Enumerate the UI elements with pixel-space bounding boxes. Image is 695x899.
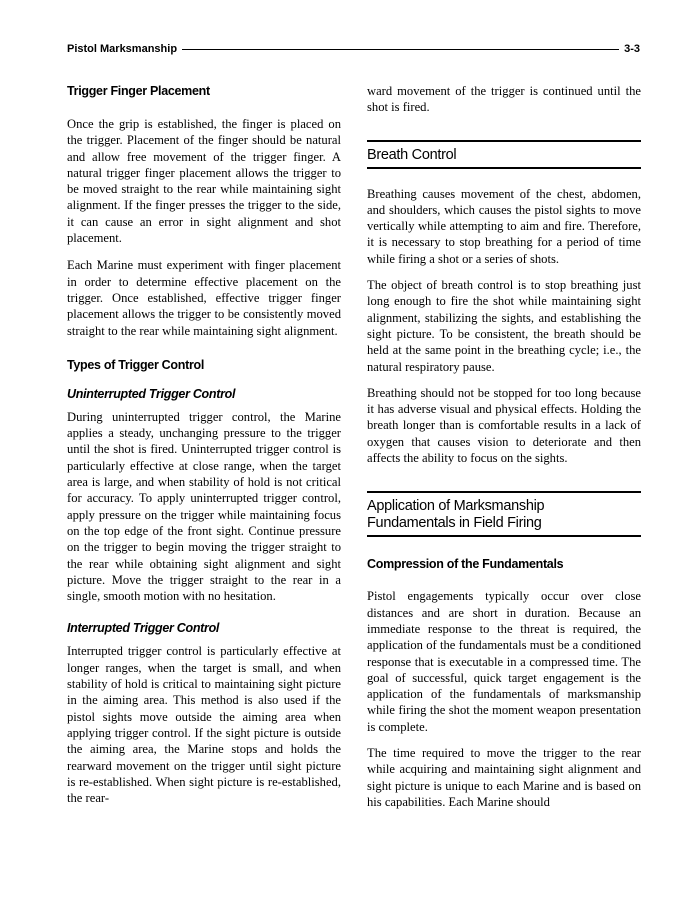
paragraph-continuation: ward movement of the trigger is continued until the shot is fired.	[367, 84, 641, 115]
subsection-heading-uninterrupted: Uninterrupted Trigger Control	[67, 386, 236, 401]
application-title-line-2: Fundamentals in Field Firing	[367, 515, 542, 532]
paragraph-breath-2: The object of breath control is to stop breathing just long enough to fire the shot while maintaining sight alignment, stabilizing the sights, and establishing the sight picture. To be consistent, the breath should be held at the same point in the breathing cycle; i.e., the natural respiratory pause.	[367, 278, 641, 374]
section-heading-types-of-trigger-control: Types of Trigger Control	[67, 357, 205, 372]
left-column	[67, 84, 341, 806]
paragraph-breath-1: Breathing causes movement of the chest, abdomen, and shoulders, which causes the pistol sights to move vertically while attempting to aim and fire. Therefore, it is necessary to stop breathing for a period of time while firing a shot or a series of shots.	[367, 186, 641, 266]
section-heading-trigger-finger-placement: Trigger Finger Placement	[67, 84, 210, 98]
breath-control-title: Breath Control	[367, 146, 457, 163]
chapter-heading-breath-control	[367, 140, 641, 169]
paragraph-compression-1: Pistol engagements typically occur over close distances and are short in duration. Because an immediate response to the threat is required, the application of the fundamentals must be a conditioned response that is executable in a compressed time. The goal of successful, quick target engagement is the application of the fundamentals of marksmanship while firing the shot the moment weapon presentation is complete.	[367, 589, 641, 734]
page-number: 3-3	[624, 43, 640, 55]
header-rule	[182, 49, 619, 50]
paragraph-uninterrupted: During uninterrupted trigger control, the Marine applies a steady, unchanging pressure to the trigger until the shot is fired. Uninterrupted trigger control is particularly effective at close range, when the target area is large, and when stability of hold is not critical for accuracy. To apply uninterrupted trigger control, apply pressure on the trigger while maintaining focus on the top edge of the front sight. Continue pressure on the trigger to begin moving the trigger straight to the rear while obtaining sight alignment and sight picture. Move the trigger straight to the rear in a single, smooth motion with no hesitation.	[67, 409, 341, 604]
paragraph-compression-2: The time required to move the trigger to the rear while acquiring and maintaining sight alignment and sight picture is unique to each Marine and is based on his capabilities. Each Marine should	[367, 746, 641, 809]
section-heading-compression: Compression of the Fundamentals	[367, 557, 564, 572]
running-header	[67, 42, 640, 56]
paragraph-breath-3: Breathing should not be stopped for too long because it has adverse visual and physical effects. Holding the breath longer than is comfortable results in a lack of oxygen that causes vision to deteriorate and then affects the ability to focus on the sights.	[367, 385, 641, 466]
paragraph-trigger-finger-2: Each Marine must experiment with finger placement in order to determine effective placement on the trigger. Once established, effective trigger finger placement allows the trigger to be consistently moved straight to the rear while maintaining sight alignment.	[67, 258, 341, 338]
running-header-title: Pistol Marksmanship	[67, 43, 178, 55]
paragraph-trigger-finger-1: Once the grip is established, the finger is placed on the trigger. Placement of the finger should be natural and allow free movement of the trigger finger. A natural trigger finger placement allows the trigger to be moved straight to the rear while maintaining sight alignment. If the finger presses the trigger to the side, it can cause an error in sight alignment and shot placement.	[67, 117, 341, 246]
right-column	[367, 84, 641, 810]
subsection-heading-interrupted: Interrupted Trigger Control	[67, 621, 220, 636]
application-title-line-1: Application of Marksmanship	[367, 498, 545, 515]
paragraph-interrupted: Interrupted trigger control is particularly effective at longer ranges, when the target is small, and when stability of hold is critical to maintaining sight picture in the aiming area. This method is also used if the pistol sights move outside the aiming area when applying trigger control. If the sight picture is outside the aiming area, the Marine stops and holds the rearward movement on the trigger until sight picture is re-established. When sight picture is re-established, the rear-	[67, 644, 341, 806]
chapter-heading-application	[367, 491, 641, 537]
